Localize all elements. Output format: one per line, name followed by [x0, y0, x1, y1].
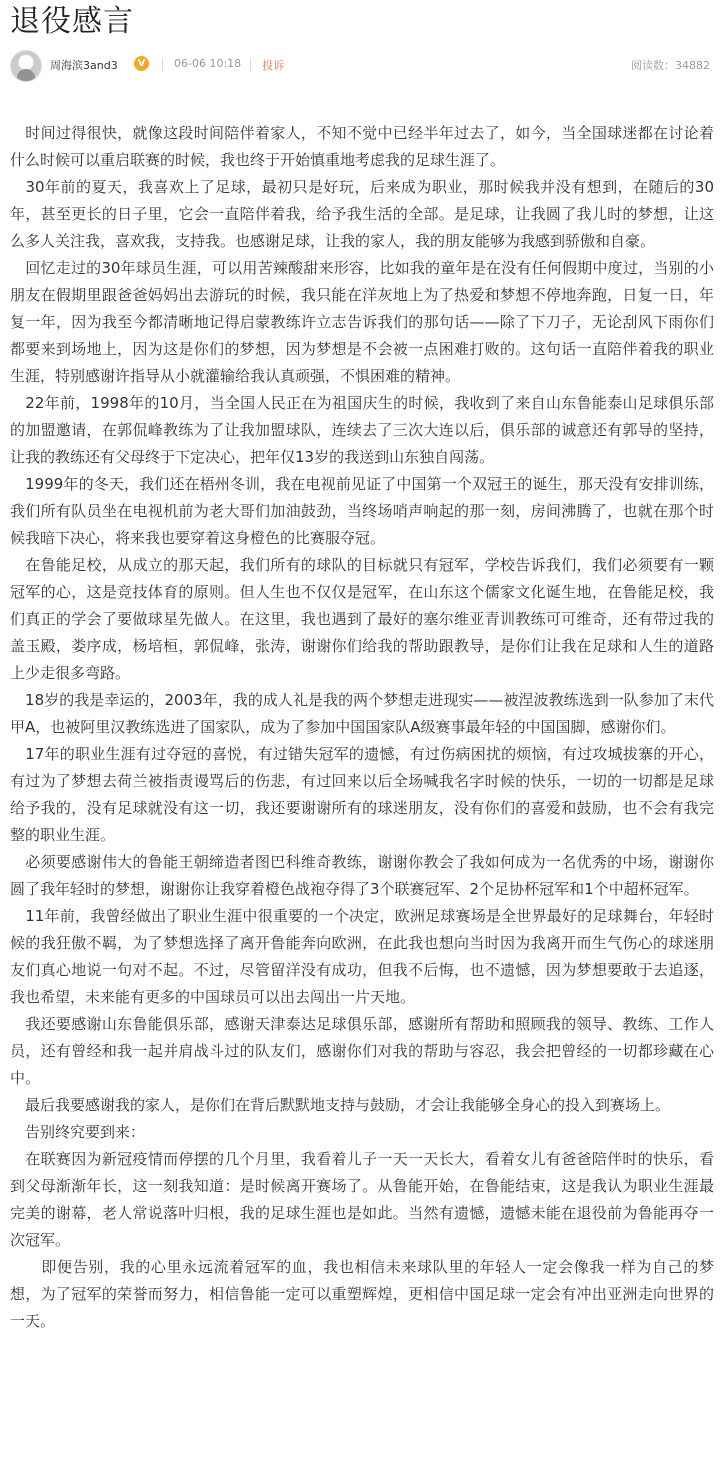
divider [162, 58, 163, 72]
view-count: 阅读数：34882 [631, 59, 710, 72]
report-link[interactable]: 投诉 [262, 59, 284, 72]
paragraph: 告别终究要到来： [10, 1123, 146, 1141]
paragraph: 最后我要感谢我的家人，是你们在背后默默地支持与鼓励，才会让我能够全身心的投入到赛场上。 [10, 1096, 671, 1114]
paragraph: 11年前，我曾经做出了职业生涯中很重要的一个决定，欧洲足球赛场是全世界最好的足球舞台，年轻时候的我狂傲不羁，为了梦想选择了离开鲁能奔向欧洲，在此我也想向当时因为我离开而生气伤心的球迷朋友们真心地说一句对不起。不过，尽管留洋没有成功，但我不后悔，也不遗憾，因为梦想要敢于去追逐，我也希望，未来能有更多的中国球员可以出去闯出一片天地。 [10, 907, 714, 1006]
avatar[interactable] [10, 50, 42, 82]
paragraph: 即便告别，我的心里永远流着冠军的血，我也相信未来球队里的年轻人一定会像我一样为自己的梦想，为了冠军的荣誉而努力，相信鲁能一定可以重塑辉煌，更相信中国足球一定会有冲出亚洲走向世界的一天。 [10, 1258, 714, 1330]
paragraph: 22年前，1998年的10月，当全国人民正在为祖国庆生的时候，我收到了来自山东鲁能泰山足球俱乐部的加盟邀请，在郭侃峰教练为了让我加盟球队，连续去了三次大连以后，俱乐部的诚意还有郭导的坚持，让我的教练还有父母终于下定决心，把年仅13岁的我送到山东独自闯荡。 [10, 394, 714, 466]
author-name[interactable]: 周海滨3and3 [50, 59, 118, 72]
publish-date: 06-06 10:18 [174, 57, 242, 70]
paragraph: 30年前的夏天，我喜欢上了足球，最初只是好玩，后来成为职业，那时候我并没有想到，在随后的30年，甚至更长的日子里，它会一直陪伴着我，给予我生活的全部。是足球，让我圆了我儿时的梦想，让这么多人关注我，喜欢我，支持我。也感谢足球，让我的家人，我的朋友能够为我感到骄傲和自豪。 [10, 178, 714, 250]
divider [250, 58, 251, 72]
verified-badge-icon: V [134, 56, 149, 71]
paragraph: 我还要感谢山东鲁能俱乐部，感谢天津泰达足球俱乐部，感谢所有帮助和照顾我的领导、教练、工作人员，还有曾经和我一起并肩战斗过的队友们，感谢你们对我的帮助与容忍，我会把曾经的一切都珍藏在心中。 [10, 1015, 714, 1087]
paragraph: 在联赛因为新冠疫情而停摆的几个月里，我看着儿子一天一天长大，看着女儿有爸爸陪伴时的快乐，看到父母渐渐年长，这一刻我知道：是时候离开赛场了。从鲁能开始，在鲁能结束，这是我认为职业生涯最完美的谢幕，老人常说落叶归根，我的足球生涯也是如此。当然有遗憾，遗憾未能在退役前为鲁能再夺一次冠军。 [10, 1150, 714, 1249]
paragraph: 必须要感谢伟大的鲁能王朝缔造者图巴科维奇教练，谢谢你教会了我如何成为一名优秀的中场，谢谢你圆了我年轻时的梦想，谢谢你让我穿着橙色战袍夺得了3个联赛冠军、2个足协杯冠军和1个中超杯冠军。 [10, 853, 714, 898]
paragraph: 18岁的我是幸运的，2003年，我的成人礼是我的两个梦想走进现实——被涅波教练选到一队参加了末代甲A，也被阿里汉教练选进了国家队，成为了参加中国国家队A级赛事最年轻的中国国脚，感谢你们。 [10, 691, 714, 736]
paragraph: 在鲁能足校，从成立的那天起，我们所有的球队的目标就只有冠军，学校告诉我们，我们必须要有一颗冠军的心，这是竞技体育的原则。但人生也不仅仅是冠军，在山东这个儒家文化诞生地，在鲁能足校，我们真正的学会了要做球星先做人。在这里，我也遇到了最好的塞尔维亚青训教练可可维奇，还有带过我的盖玉殿，娄序成，杨培桓，郭侃峰，张涛，谢谢你们给我的帮助跟教导，是你们让我在足球和人生的道路上少走很多弯路。 [10, 556, 714, 682]
article-meta [10, 50, 710, 82]
paragraph: 回忆走过的30年球员生涯，可以用苦辣酸甜来形容，比如我的童年是在没有任何假期中度过，当别的小朋友在假期里跟爸爸妈妈出去游玩的时候，我只能在洋灰地上为了热爱和梦想不停地奔跑，日复一日，年复一年，因为我至今都清晰地记得启蒙教练许立志告诉我们的那句话——除了下刀子，无论刮风下雨你们都要来到场地上，因为这是你们的梦想，因为梦想是不会被一点困难打败的。这句话一直陪伴着我的职业生涯，特别感谢许指导从小就灌输给我认真顽强，不惧困难的精神。 [10, 259, 714, 385]
paragraph: 时间过得很快，就像这段时间陪伴着家人，不知不觉中已经半年过去了，如今，当全国球迷都在讨论着什么时候可以重启联赛的时候，我也终于开始慎重地考虑我的足球生涯了。 [10, 124, 714, 169]
paragraph: 1999年的冬天，我们还在梧州冬训，我在电视前见证了中国第一个双冠王的诞生，那天没有安排训练，我们所有队员坐在电视机前为老大哥们加油鼓劲，当终场哨声响起的那一刻，房间沸腾了，也就在那个时候我暗下决心，将来我也要穿着这身橙色的比赛服夺冠。 [10, 475, 714, 547]
article-body [10, 120, 714, 1335]
article-title: 退役感言 [10, 4, 134, 39]
paragraph: 17年的职业生涯有过夺冠的喜悦，有过错失冠军的遗憾，有过伤病困扰的烦恼，有过攻城拔寨的开心，有过为了梦想去荷兰被指责谩骂后的伤悲，有过回来以后全场喊我名字时候的快乐，一切的一切都是足球给予我的，没有足球就没有这一切，我还要谢谢所有的球迷朋友，没有你们的喜爱和鼓励，也不会有我完整的职业生涯。 [10, 745, 714, 844]
